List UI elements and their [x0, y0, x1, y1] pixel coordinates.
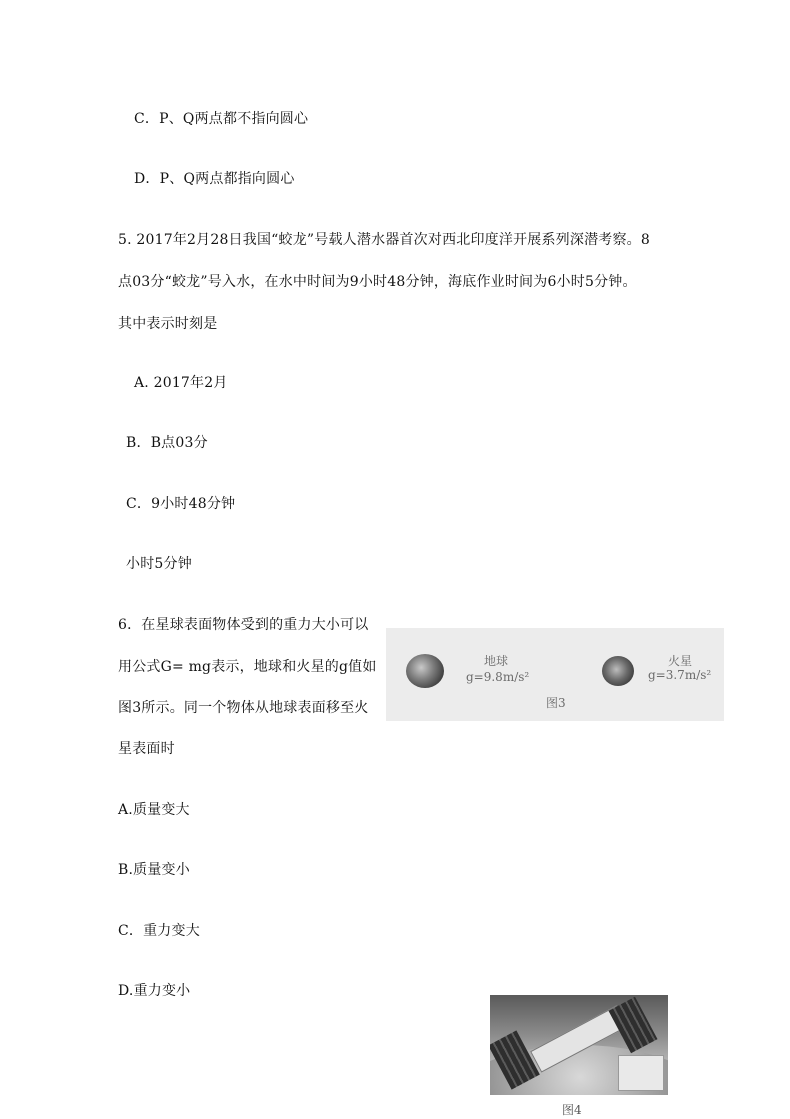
- figure-4-space-station-photo: [490, 995, 668, 1095]
- q4-option-c: C．P、Q两点都不指向圆心: [134, 111, 309, 127]
- figure-3-earth-mars-gravity: [386, 628, 724, 721]
- q5-option-c: C．9小时48分钟: [126, 496, 236, 512]
- mars-g-value: g=3.7m/s²: [648, 668, 712, 682]
- q6-stem-line-4: 星表面时: [118, 741, 175, 757]
- inset-photo: [618, 1055, 664, 1091]
- q5-option-a: A. 2017年2月: [134, 375, 228, 391]
- mars-image: [602, 656, 634, 686]
- figure-4-caption: 图4: [562, 1103, 582, 1117]
- q6-option-c: C．重力变大: [118, 923, 200, 939]
- q5-option-b: B．B点03分: [126, 435, 208, 451]
- earth-label: 地球: [484, 654, 509, 668]
- q5-stem-line-2: 点03分“蛟龙”号入水，在水中时间为9小时48分钟，海底作业时间为6小时5分钟。: [118, 274, 637, 290]
- q5-stem-line-3: 其中表示时刻是: [118, 316, 218, 332]
- earth-g-value: g=9.8m/s²: [466, 670, 530, 684]
- q6-option-b: B.质量变小: [118, 862, 190, 878]
- q6-option-d: D.重力变小: [118, 983, 191, 999]
- q6-stem-line-2: 用公式G= mg表示，地球和火星的g值如: [118, 659, 377, 675]
- q5-stem-line-1: 5. 2017年2月28日我国“蛟龙”号载人潜水器首次对西北印度洋开展系列深潜考察。8: [118, 232, 650, 248]
- figure-3-caption: 图3: [546, 696, 566, 710]
- q6-stem-line-1: 6．在星球表面物体受到的重力大小可以: [118, 617, 369, 633]
- earth-image: [406, 654, 444, 688]
- q6-option-a: A.质量变大: [118, 802, 190, 818]
- mars-label: 火星: [668, 654, 693, 668]
- q4-option-d: D．P、Q两点都指向圆心: [134, 171, 295, 187]
- q6-stem-line-3: 图3所示。同一个物体从地球表面移至火: [118, 700, 369, 716]
- q5-option-d: 小时5分钟: [126, 556, 192, 572]
